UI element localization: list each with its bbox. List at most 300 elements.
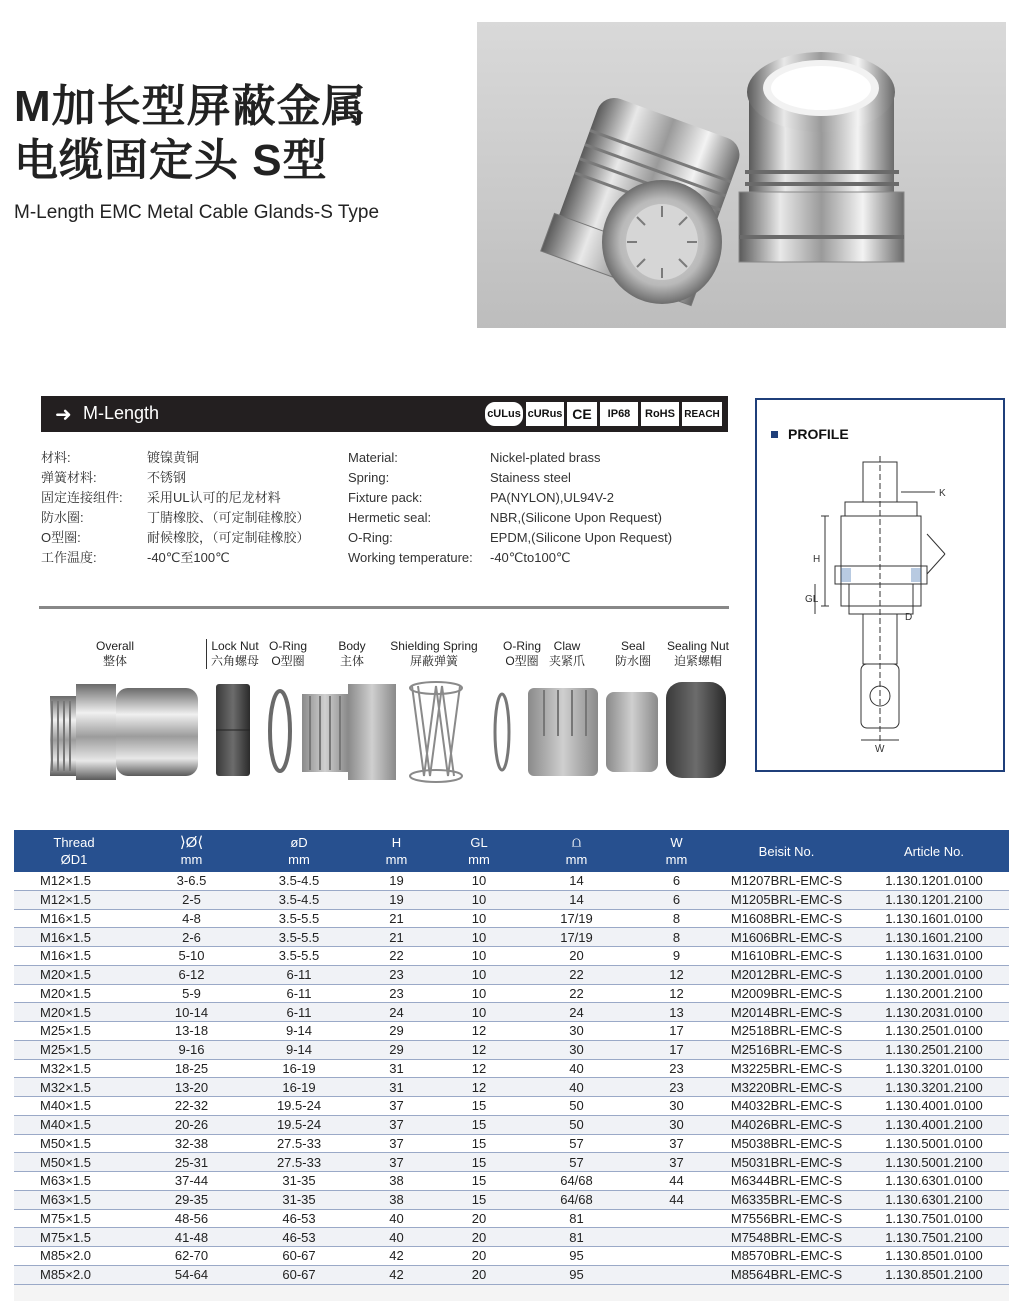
col-thread [14,830,134,872]
table-row [14,1190,1009,1209]
table-cell: M25×1.5 [14,1022,134,1041]
table-row [14,1153,1009,1172]
table-cell [639,1209,714,1228]
specs-en-values [490,448,672,568]
table-cell: 29 [349,1040,444,1059]
part-label-cn: 主体 [339,654,364,668]
table-cell: 4-8 [134,909,249,928]
table-cell: M7548BRL-EMC-S [714,1228,859,1247]
table-cell: 1.130.1631.0100 [859,947,1009,966]
table-cell: 32-38 [134,1134,249,1153]
table-cell: 10 [444,890,514,909]
page-title-en: M-Length EMC Metal Cable Glands-S Type [14,202,380,223]
table-cell: 1.130.8501.2100 [859,1265,1009,1284]
table-cell: 23 [639,1059,714,1078]
part-label-o-ring [262,639,314,669]
spec-label: Fixture pack: [348,490,423,505]
specs-table [14,830,1009,1301]
spec-value: PA(NYLON),UL94V-2 [490,490,615,505]
spec-label: 防水圈: [41,510,84,525]
table-cell: 95 [514,1265,639,1284]
table-cell: 9-14 [249,1022,349,1041]
table-cell: M2012BRL-EMC-S [714,965,859,984]
table-row [14,1040,1009,1059]
table-cell: 40 [514,1059,639,1078]
table-cell: 10 [444,947,514,966]
part-label-overall [80,639,150,669]
table-row [14,965,1009,984]
cul-logo: cULus [485,402,523,426]
part-label-shielding-spring [386,639,482,669]
table-cell: M16×1.5 [14,947,134,966]
table-cell: 22 [349,947,444,966]
table-cell: 22 [514,984,639,1003]
table-cell: 10-14 [134,1003,249,1022]
table-cell: 38 [349,1172,444,1191]
table-cell: 15 [444,1097,514,1116]
table-cell: M40×1.5 [14,1115,134,1134]
table-cell: 40 [349,1228,444,1247]
profile-panel [755,398,1005,772]
table-row [14,890,1009,909]
part-label-cn: O型圈 [505,654,539,668]
table-row [14,1247,1009,1266]
reach-badge: REACH [682,402,722,426]
cable-range-icon: ⟩Ø⟨ [179,834,204,851]
col-unit: mm [288,852,310,867]
part-label-en: Shielding Spring [390,639,478,653]
col-thread-sub: ØD1 [60,852,88,867]
table-cell: 8 [639,928,714,947]
table-row [14,1022,1009,1041]
table-cell: 23 [639,1078,714,1097]
profile-drawing [805,456,965,756]
table-cell: 60-67 [249,1247,349,1266]
table-cell: 10 [444,984,514,1003]
profile-dim-gl: GL [805,594,819,605]
table-row [14,1059,1009,1078]
table-cell: 57 [514,1153,639,1172]
table-cell: 30 [639,1097,714,1116]
table-cell [639,1228,714,1247]
table-cell: 9-14 [249,1040,349,1059]
table-cell: 1.130.5001.2100 [859,1153,1009,1172]
spec-value: Stainess steel [490,470,571,485]
table-cell: M1608BRL-EMC-S [714,909,859,928]
title-cn-line1: M加长型屏蔽金属 [14,82,367,131]
table-cell: M1205BRL-EMC-S [714,890,859,909]
col-h [349,830,444,872]
col-d [249,830,349,872]
table-cell [714,1284,859,1301]
table-cell: M63×1.5 [14,1190,134,1209]
table-cell: 30 [514,1022,639,1041]
table-cell: 14 [514,890,639,909]
table-cell: 9 [639,947,714,966]
table-row-empty [14,1284,1009,1301]
table-cell [14,1284,134,1301]
table-cell: M50×1.5 [14,1153,134,1172]
table-cell: 3.5-5.5 [249,909,349,928]
part-label-cn: 整体 [102,654,127,668]
table-cell: 44 [639,1190,714,1209]
table-cell: 37 [349,1153,444,1172]
part-label-en: Body [338,639,366,653]
table-cell: 13-20 [134,1078,249,1097]
table-cell: M7556BRL-EMC-S [714,1209,859,1228]
table-cell: 1.130.4001.0100 [859,1097,1009,1116]
table-cell [639,1265,714,1284]
table-cell: 20 [514,947,639,966]
seal-icon [606,692,658,772]
table-cell: 15 [444,1172,514,1191]
table-cell: 37 [349,1134,444,1153]
spec-label: 工作温度: [41,550,97,565]
table-cell: 37 [349,1097,444,1116]
table-cell: 50 [514,1097,639,1116]
table-cell [514,1284,639,1301]
table-cell: 9-16 [134,1040,249,1059]
col-unit: mm [565,852,588,867]
table-cell: 5-10 [134,947,249,966]
body-icon [302,684,396,780]
table-cell: 23 [349,984,444,1003]
table-cell: 8 [639,909,714,928]
part-label-en: O-Ring [502,639,541,653]
table-row [14,1097,1009,1116]
table-cell: 27.5-33 [249,1153,349,1172]
table-header-row [14,830,1009,872]
table-cell: M20×1.5 [14,1003,134,1022]
table-row [14,1003,1009,1022]
section-divider [39,606,729,609]
table-cell: M6335BRL-EMC-S [714,1190,859,1209]
table-cell: 81 [514,1228,639,1247]
col-unit: mm [385,852,408,867]
table-cell: M85×2.0 [14,1247,134,1266]
table-cell: 6-12 [134,965,249,984]
table-cell: M75×1.5 [14,1209,134,1228]
table-cell: 50 [514,1115,639,1134]
table-cell: 48-56 [134,1209,249,1228]
table-cell: 10 [444,909,514,928]
table-cell: 29 [349,1022,444,1041]
table-cell: 1.130.2001.2100 [859,984,1009,1003]
table-body [14,872,1009,1301]
specs-cn-labels [41,448,123,568]
spec-value: 采用UL认可的尼龙材料 [147,490,281,505]
table-cell: 19.5-24 [249,1097,349,1116]
part-label-sealing-nut [662,639,734,669]
part-label-en: Overall [95,639,134,653]
col-beisit-no: Beisit No. [714,830,859,872]
table-cell: M4032BRL-EMC-S [714,1097,859,1116]
table-cell: 1.130.8501.0100 [859,1247,1009,1266]
table-row [14,1209,1009,1228]
table-cell [444,1284,514,1301]
table-cell: 19.5-24 [249,1115,349,1134]
table-cell: 37-44 [134,1172,249,1191]
table-cell: 3.5-4.5 [249,890,349,909]
table-cell: 18-25 [134,1059,249,1078]
table-cell: M12×1.5 [14,872,134,890]
table-cell: M20×1.5 [14,984,134,1003]
spec-label: Hermetic seal: [348,510,432,525]
table-cell: 12 [444,1040,514,1059]
table-cell: 20 [444,1265,514,1284]
profile-dim-h: H [813,554,821,565]
table-cell: 22 [514,965,639,984]
section-label: M-Length [83,403,160,423]
table-cell: 20 [444,1209,514,1228]
table-cell: 3.5-5.5 [249,947,349,966]
table-cell: 95 [514,1247,639,1266]
overall-gland-icon [50,684,198,780]
spec-label: Working temperature: [348,550,473,565]
col-wrench [514,830,639,872]
table-cell: M1606BRL-EMC-S [714,928,859,947]
table-cell: 6-11 [249,1003,349,1022]
spec-value: -40℃至100℃ [147,550,230,565]
table-cell: 40 [514,1078,639,1097]
table-cell: 1.130.5001.0100 [859,1134,1009,1153]
table-cell: M4026BRL-EMC-S [714,1115,859,1134]
table-cell: 1.130.3201.2100 [859,1078,1009,1097]
table-cell: 38 [349,1190,444,1209]
table-cell: M1610BRL-EMC-S [714,947,859,966]
table-cell [249,1284,349,1301]
table-cell: 10 [444,872,514,890]
table-cell: 17/19 [514,909,639,928]
table-cell: M3225BRL-EMC-S [714,1059,859,1078]
table-cell: M16×1.5 [14,909,134,928]
table-cell: 64/68 [514,1172,639,1191]
table-cell: 25-31 [134,1153,249,1172]
table-cell: 1.130.3201.0100 [859,1059,1009,1078]
table-cell: 12 [444,1059,514,1078]
cable-gland-photo-illustration [477,22,1006,328]
table-cell: 57 [514,1134,639,1153]
table-cell: 29-35 [134,1190,249,1209]
table-cell: 1.130.6301.2100 [859,1190,1009,1209]
table-row [14,1134,1009,1153]
table-cell: 30 [514,1040,639,1059]
table-row [14,1115,1009,1134]
table-cell: 12 [639,984,714,1003]
table-cell: M20×1.5 [14,965,134,984]
table-cell: M2516BRL-EMC-S [714,1040,859,1059]
table-cell [134,1284,249,1301]
table-cell: 10 [444,928,514,947]
part-label-cn: 屏蔽弹簧 [409,654,458,668]
table-cell: 54-64 [134,1265,249,1284]
col-cable-range [134,830,249,872]
table-row [14,1228,1009,1247]
col-unit: mm [665,852,688,867]
spec-label: O型圈: [41,530,81,545]
claw-icon [528,688,598,776]
part-label-cn: 防水圈 [614,654,651,668]
table-cell: 17/19 [514,928,639,947]
specs-en-labels [348,448,473,568]
col-w [639,830,714,872]
table-cell: 15 [444,1153,514,1172]
part-label-en: O-Ring [268,639,307,653]
table-cell: 20 [444,1247,514,1266]
table-cell: 2-5 [134,890,249,909]
col-unit: mm [468,852,490,867]
spec-value: 丁腈橡胶、（可定制硅橡胶） [147,510,310,525]
col-article-no: Article No. [859,830,1009,872]
part-label-claw [546,639,588,669]
table-cell: M50×1.5 [14,1134,134,1153]
part-label-cn: 六角螺母 [210,654,259,668]
table-cell [639,1284,714,1301]
table-cell: M2009BRL-EMC-S [714,984,859,1003]
table-cell: M16×1.5 [14,928,134,947]
part-label-en: Claw [553,639,581,653]
table-cell: 24 [514,1003,639,1022]
table-cell: 27.5-33 [249,1134,349,1153]
table-row [14,872,1009,890]
specs-cn-values [147,448,310,568]
table-cell: 41-48 [134,1228,249,1247]
table-cell: 14 [514,872,639,890]
spec-value: -40℃to100℃ [490,550,571,565]
sealing-nut-icon [666,682,726,778]
col-w-label: W [670,835,683,850]
table-cell: 37 [639,1153,714,1172]
table-cell: 13-18 [134,1022,249,1041]
table-cell: M5031BRL-EMC-S [714,1153,859,1172]
spec-label: Spring: [348,470,390,485]
table-cell: 30 [639,1115,714,1134]
table-cell: M75×1.5 [14,1228,134,1247]
cru-logo: cURus [526,402,564,426]
col-d-label: øD [290,835,308,850]
part-label-lock-nut [206,639,263,669]
spec-value: 耐候橡胶，（可定制硅橡胶） [147,530,310,545]
table-cell: 37 [349,1115,444,1134]
table-cell: 5-9 [134,984,249,1003]
table-cell [349,1284,444,1301]
wrench-icon: ⩍ [571,834,582,851]
profile-title: PROFILE [771,426,849,442]
table-cell: 22-32 [134,1097,249,1116]
table-cell: 64/68 [514,1190,639,1209]
table-cell: 1.130.4001.2100 [859,1115,1009,1134]
table-cell: 46-53 [249,1209,349,1228]
table-cell: 16-19 [249,1078,349,1097]
table-cell: 1.130.2031.0100 [859,1003,1009,1022]
table-cell: 13 [639,1003,714,1022]
ce-logo: CE [567,402,597,426]
table-cell: 1.130.1601.2100 [859,928,1009,947]
table-cell: M32×1.5 [14,1078,134,1097]
table-cell: M3220BRL-EMC-S [714,1078,859,1097]
table-cell: M6344BRL-EMC-S [714,1172,859,1191]
table-cell: 3.5-4.5 [249,872,349,890]
table-cell: M63×1.5 [14,1172,134,1191]
exploded-parts-illustration [40,676,740,786]
part-label-body [328,639,376,669]
table-cell: M8570BRL-EMC-S [714,1247,859,1266]
spec-label: Material: [348,450,398,465]
table-cell: M8564BRL-EMC-S [714,1265,859,1284]
table-row [14,909,1009,928]
table-cell: 19 [349,872,444,890]
ip68-badge: IP68 [600,402,638,426]
spec-label: 材料: [41,450,71,465]
table-cell: M32×1.5 [14,1059,134,1078]
spec-value: NBR,(Silicone Upon Request) [490,510,662,525]
col-thread-label: Thread [53,835,95,850]
table-cell: 17 [639,1022,714,1041]
table-cell: 31-35 [249,1190,349,1209]
table-cell: 60-67 [249,1265,349,1284]
rohs-badge: RoHS [641,402,679,426]
table-cell: M2518BRL-EMC-S [714,1022,859,1041]
table-cell: 12 [444,1078,514,1097]
table-row [14,928,1009,947]
table-cell: 1.130.1201.0100 [859,872,1009,890]
table-cell: 42 [349,1265,444,1284]
table-row [14,947,1009,966]
table-cell: 1.130.1201.2100 [859,890,1009,909]
table-cell: 31 [349,1078,444,1097]
page-title-cn [14,80,367,188]
part-label-cn: 迫紧螺帽 [673,654,722,668]
section-bar [41,396,728,432]
part-label-cn: 夹紧爪 [548,654,585,668]
table-cell: M5038BRL-EMC-S [714,1134,859,1153]
table-cell: 12 [639,965,714,984]
spec-value: 不锈钢 [147,470,187,485]
table-cell: 3-6.5 [134,872,249,890]
col-gl [444,830,514,872]
col-unit: mm [180,852,203,867]
table-row [14,1078,1009,1097]
part-label-en: Sealing Nut [666,639,730,653]
table-cell: 42 [349,1247,444,1266]
table-cell: M85×2.0 [14,1265,134,1284]
spec-label: 固定连接组件: [41,490,123,505]
lock-nut-icon [216,684,250,776]
table-cell: 62-70 [134,1247,249,1266]
certification-logos [485,402,722,426]
table-cell: 23 [349,965,444,984]
table-cell: 37 [639,1134,714,1153]
table-cell: 19 [349,890,444,909]
table-cell: 6 [639,872,714,890]
table-cell: 10 [444,1003,514,1022]
spec-label: 弹簧材料: [41,470,97,485]
table-row [14,1265,1009,1284]
part-label-o-ring-2 [496,639,548,669]
table-cell: 20-26 [134,1115,249,1134]
table-cell: 12 [444,1022,514,1041]
profile-dim-w: W [875,744,885,755]
table-cell: 21 [349,909,444,928]
table-cell: 1.130.6301.0100 [859,1172,1009,1191]
col-h-label: H [391,835,402,850]
o-ring-icon [270,691,290,771]
table-cell: 1.130.2501.2100 [859,1040,1009,1059]
spec-label: O-Ring: [348,530,393,545]
table-cell: M2014BRL-EMC-S [714,1003,859,1022]
table-row [14,1172,1009,1191]
table-row [14,984,1009,1003]
